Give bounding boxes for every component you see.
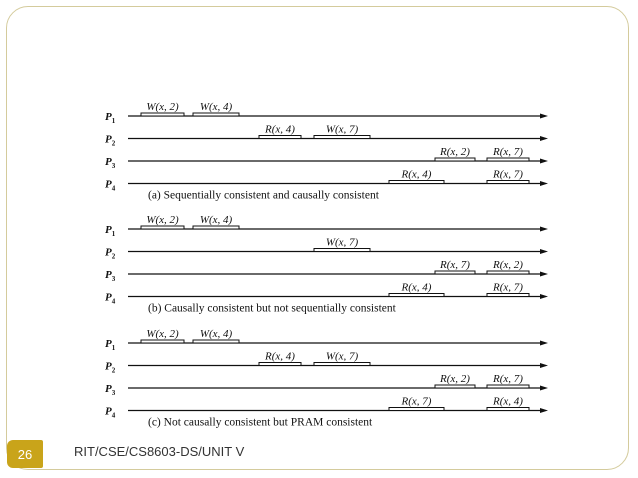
slide-number: 26 xyxy=(7,440,43,468)
diagram-caption: (c) Not causally consistent but PRAM consistent xyxy=(148,416,373,429)
timeline-arrowhead xyxy=(540,249,548,254)
diagram-panel xyxy=(105,101,548,202)
operation-label: W(x, 7) xyxy=(325,350,359,363)
process-label: $P_3$ xyxy=(105,156,116,170)
operation-label: W(x, 7) xyxy=(325,123,359,136)
operation-bar xyxy=(487,181,529,184)
timeline-arrowhead xyxy=(540,294,548,299)
operation-bar xyxy=(141,340,184,343)
operation-label: W(x, 4) xyxy=(199,214,233,226)
process-label: $P_3$ xyxy=(105,383,116,397)
operation-label: R(x, 2) xyxy=(440,146,470,158)
process-label: $P_2$ xyxy=(105,133,116,148)
diagram-caption: (b) Causally consistent but not sequentially consistent xyxy=(148,302,396,315)
timeline-arrowhead xyxy=(540,159,548,164)
operation-bar xyxy=(389,408,444,411)
operation-label: R(x, 7) xyxy=(440,259,470,271)
process-label: $P_1$ xyxy=(105,338,116,352)
operation-label: W(x, 2) xyxy=(146,101,179,113)
operation-bar xyxy=(487,385,529,388)
operation-bar xyxy=(487,294,529,297)
slide-footer: RIT/CSE/CS8603-DS/UNIT V xyxy=(74,444,245,459)
operation-bar xyxy=(141,113,184,116)
timeline-arrowhead xyxy=(540,227,548,232)
operation-bar xyxy=(193,226,239,229)
timeline-arrowhead xyxy=(540,136,548,141)
timeline-arrowhead xyxy=(540,363,548,368)
operation-bar xyxy=(389,181,444,184)
operation-bar xyxy=(193,340,239,343)
timeline-arrowhead xyxy=(540,272,548,277)
operation-label: R(x, 4) xyxy=(265,350,295,363)
operation-bar xyxy=(259,136,301,139)
diagram-panel xyxy=(105,328,548,429)
process-label: $P_1$ xyxy=(105,224,116,238)
operation-label: W(x, 2) xyxy=(146,214,179,226)
operation-label: R(x, 2) xyxy=(493,259,523,271)
operation-bar xyxy=(487,408,529,411)
diagram-panel xyxy=(105,214,548,315)
operation-bar xyxy=(141,226,184,229)
process-label: $P_4$ xyxy=(105,405,116,420)
process-label: $P_2$ xyxy=(105,246,116,261)
operation-bar xyxy=(314,363,370,366)
timeline-arrowhead xyxy=(540,181,548,186)
operation-bar xyxy=(193,113,239,116)
process-label: $P_3$ xyxy=(105,269,116,283)
operation-bar xyxy=(487,158,529,161)
operation-bar xyxy=(435,158,475,161)
diagram-caption: (a) Sequentially consistent and causally consistent xyxy=(148,189,379,202)
timeline-arrowhead xyxy=(540,408,548,413)
operation-label: R(x, 4) xyxy=(265,123,295,136)
operation-label: R(x, 7) xyxy=(493,146,523,158)
timeline-arrowhead xyxy=(540,386,548,391)
operation-label: W(x, 4) xyxy=(199,101,233,113)
process-label: $P_1$ xyxy=(105,111,116,125)
operation-label: R(x, 4) xyxy=(401,168,432,181)
timeline-arrowhead xyxy=(540,341,548,346)
operation-bar xyxy=(435,385,475,388)
operation-label: R(x, 4) xyxy=(401,281,432,294)
operation-bar xyxy=(314,136,370,139)
operation-label: R(x, 2) xyxy=(440,373,470,385)
operation-label: R(x, 4) xyxy=(493,395,523,408)
operation-label: R(x, 7) xyxy=(493,168,523,181)
operation-label: W(x, 4) xyxy=(199,328,233,340)
operation-bar xyxy=(435,271,475,274)
process-label: $P_4$ xyxy=(105,178,116,193)
operation-bar xyxy=(389,294,444,297)
operation-bar xyxy=(487,271,529,274)
operation-label: R(x, 7) xyxy=(493,373,523,385)
operation-bar xyxy=(314,249,370,252)
process-label: $P_4$ xyxy=(105,291,116,306)
process-label: $P_2$ xyxy=(105,360,116,375)
operation-label: W(x, 2) xyxy=(146,328,179,340)
operation-label: W(x, 7) xyxy=(325,236,359,249)
operation-label: R(x, 7) xyxy=(493,281,523,294)
operation-label: R(x, 7) xyxy=(401,395,432,408)
timeline-arrowhead xyxy=(540,114,548,119)
operation-bar xyxy=(259,363,301,366)
